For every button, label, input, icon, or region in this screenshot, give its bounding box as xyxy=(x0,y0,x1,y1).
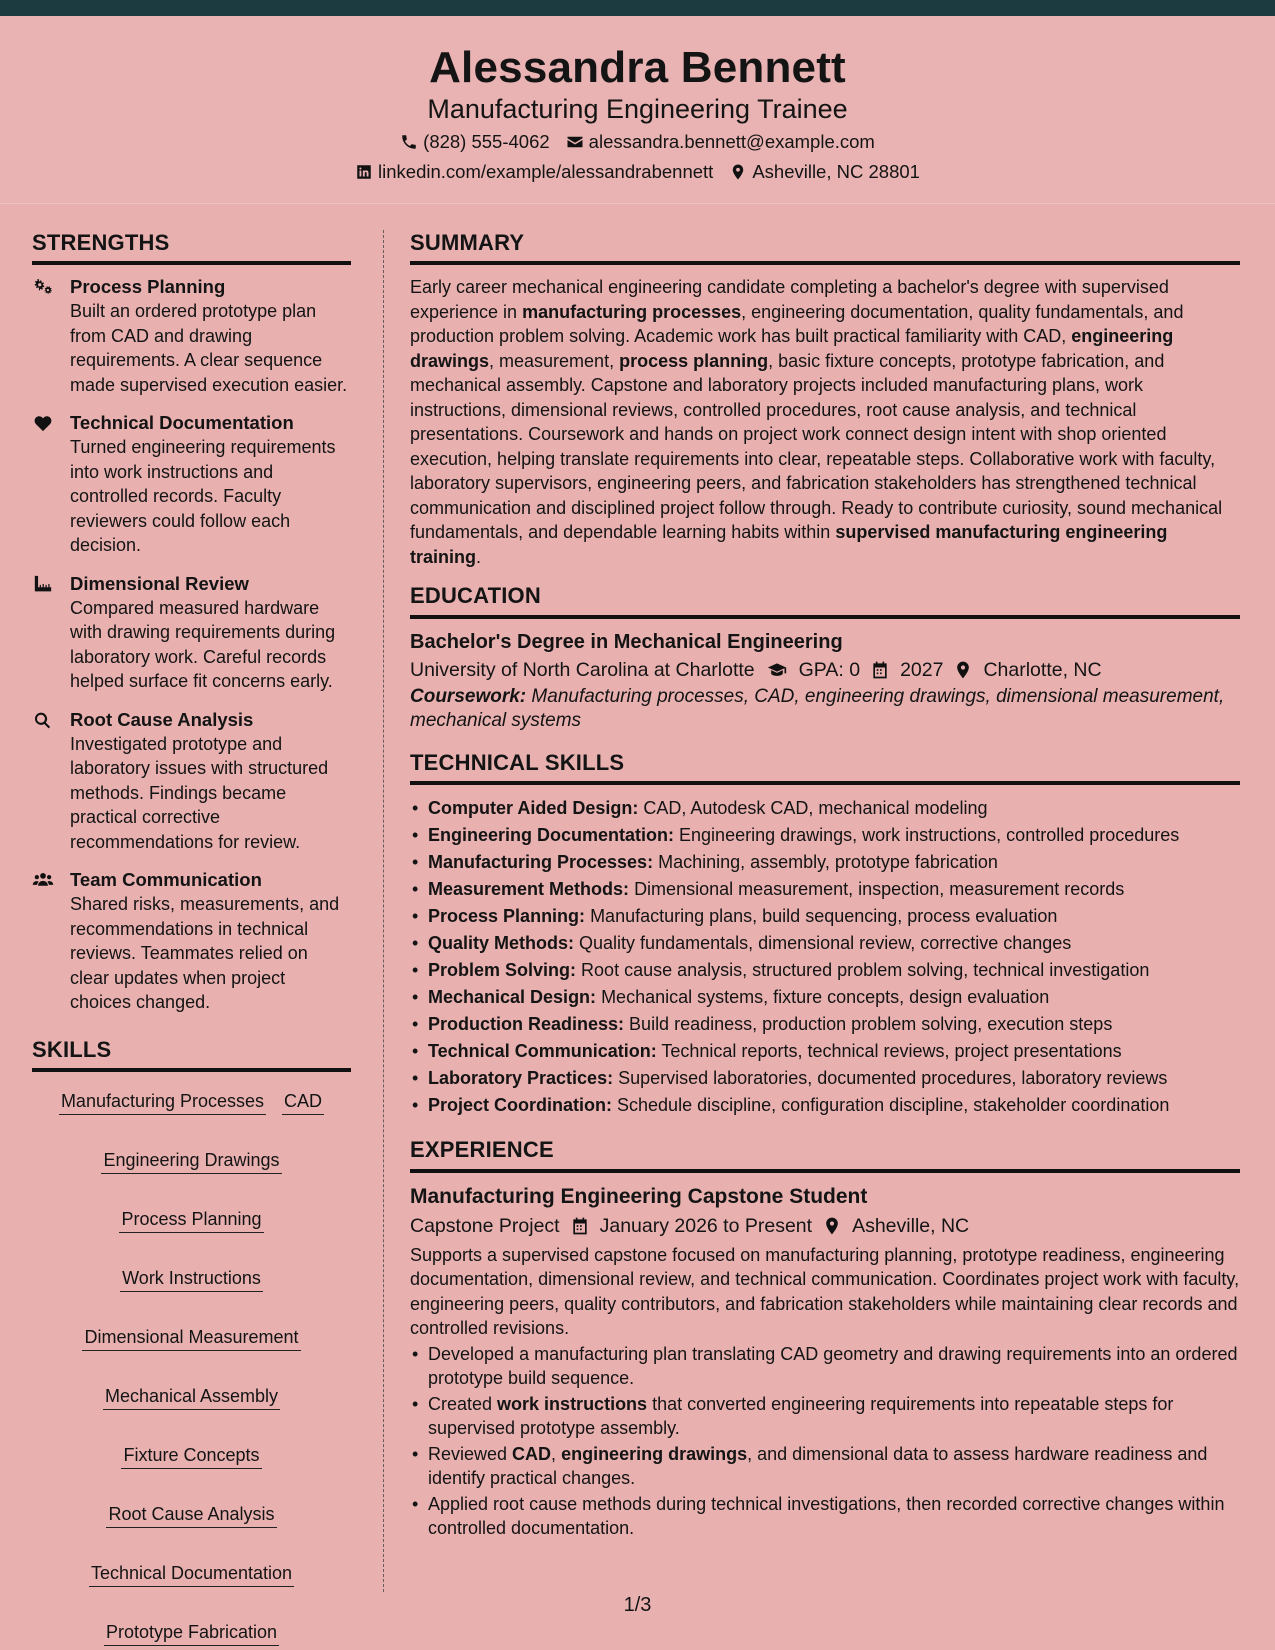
tech-skill-item: • Process Planning: Manufacturing plans, build sequencing, process evaluation xyxy=(410,903,1240,930)
skill-chip: Dimensional Measurement xyxy=(82,1324,300,1351)
job-location: Asheville, NC xyxy=(852,1214,970,1237)
job-title: Manufacturing Engineering Capstone Student xyxy=(410,1184,868,1208)
contact-linkedin[interactable] xyxy=(355,157,713,187)
technical-skills-list xyxy=(410,795,1240,1119)
linkedin-text: linkedin.com/example/alessandrabennett xyxy=(378,161,714,183)
job-description: Supports a supervised capstone focused on manufacturing planning, prototype readiness, engineering documentation, dimensional review, and technical communication. Coordinates project work with faculty, engineering peers, quality contributors, and fabrication stakeholders while maintaining clear records and controlled revisions. xyxy=(410,1244,1240,1339)
job-bullet: • Developed a manufacturing plan translating CAD geometry and drawing requirements into an ordered prototype build sequence. xyxy=(410,1342,1240,1391)
education-location: Charlotte, NC xyxy=(983,658,1102,681)
tech-skill-item: • Problem Solving: Root cause analysis, structured problem solving, technical investigation xyxy=(410,957,1240,984)
envelope-icon xyxy=(566,133,584,151)
phone-icon xyxy=(400,133,418,151)
summary-heading: SUMMARY xyxy=(410,230,1240,265)
education-year: 2027 xyxy=(900,658,944,681)
skill-chip: Technical Documentation xyxy=(89,1560,294,1587)
strength-title: Root Cause Analysis xyxy=(70,708,254,730)
strength-item xyxy=(32,708,351,855)
skill-chip: Root Cause Analysis xyxy=(106,1501,276,1528)
column-divider xyxy=(383,230,384,1592)
map-pin-icon xyxy=(953,660,973,680)
skills-heading: SKILLS xyxy=(32,1037,351,1072)
calendar-icon xyxy=(570,1216,590,1236)
map-pin-icon xyxy=(729,163,747,181)
strength-title: Process Planning xyxy=(70,276,226,298)
resume-header xyxy=(0,16,1275,204)
strength-item xyxy=(32,275,351,397)
candidate-name: Alessandra Bennett xyxy=(429,43,846,92)
job-org: Capstone Project xyxy=(410,1214,560,1237)
tech-skill-item: • Production Readiness: Build readiness, production problem solving, execution steps xyxy=(410,1011,1240,1038)
skill-chip: Manufacturing Processes xyxy=(59,1088,266,1115)
right-column xyxy=(410,230,1240,1541)
contact-email[interactable] xyxy=(566,127,875,157)
job-bullet: • Reviewed CAD, engineering drawings, and dimensional data to assess hardware readiness and identify practical changes. xyxy=(410,1442,1240,1491)
users-icon xyxy=(32,871,54,889)
ruler-icon xyxy=(32,575,54,593)
tech-skill-item: • Manufacturing Processes: Machining, assembly, prototype fabrication xyxy=(410,849,1240,876)
summary-text: Early career mechanical engineering candidate completing a bachelor's degree with supervised experience in manufacturing processes, engineering documentation, quality fundamentals, and production problem solving. Academic work has built practical familiarity with CAD, engineering drawings, measurement, process planning, basic fixture concepts, prototype fabrication, and mechanical assembly. Capstone and laboratory projects included manufacturing plans, work instructions, dimensional reviews, controlled procedures, root cause analysis, and technical presentations. Coursework and hands on project work connect design intent with shop oriented execution, helping translate requirements into clear, repeatable steps. Collaborative work with faculty, laboratory supervisors, engineering peers, and fabrication stakeholders has strengthened technical communication and disciplined project follow through. Ready to contribute curiosity, sound mechanical fundamentals, and dependable learning habits within supervised manufacturing engineering training. xyxy=(410,277,1223,567)
strengths-heading: STRENGTHS xyxy=(32,230,351,265)
page-number: 1/3 xyxy=(623,1594,652,1616)
skills-list xyxy=(32,1082,351,1646)
job-bullets xyxy=(410,1342,1240,1541)
strength-desc: Compared measured hardware with drawing requirements during laboratory work. Careful records helped surface fit concerns early. xyxy=(70,597,336,692)
experience-heading: EXPERIENCE xyxy=(410,1137,1240,1172)
job-bullet: • Created work instructions that converted engineering requirements into repeatable steps for supervised prototype assembly. xyxy=(410,1392,1240,1441)
job-bullet: • Applied root cause methods during technical investigations, then recorded corrective changes within controlled documentation. xyxy=(410,1492,1240,1541)
tech-skill-item: • Laboratory Practices: Supervised laboratories, documented procedures, laboratory reviews xyxy=(410,1065,1240,1092)
strength-title: Team Communication xyxy=(70,869,262,891)
tech-skill-item: • Technical Communication: Technical reports, technical reviews, project presentations xyxy=(410,1038,1240,1065)
strength-desc: Built an ordered prototype plan from CAD and drawing requirements. A clear sequence made supervised execution easier. xyxy=(70,301,348,395)
tech-skill-item: • Engineering Documentation: Engineering drawings, work instructions, controlled procedures xyxy=(410,822,1240,849)
skill-chip: Prototype Fabrication xyxy=(104,1619,279,1646)
job-dates: January 2026 to Present xyxy=(599,1214,813,1237)
left-column xyxy=(32,230,351,1646)
gears-icon xyxy=(32,278,54,296)
tech-skill-item: • Project Coordination: Schedule discipline, configuration discipline, stakeholder coordination xyxy=(410,1092,1240,1119)
strength-desc: Turned engineering requirements into work instructions and controlled records. Faculty reviewers could follow each decision. xyxy=(70,437,336,556)
contact-phone[interactable] xyxy=(400,127,550,157)
skill-chip: Work Instructions xyxy=(120,1265,263,1292)
coursework-text: Manufacturing processes, CAD, engineering drawings, dimensional measurement, mechanical systems xyxy=(410,685,1225,732)
strength-item xyxy=(32,411,351,558)
phone-text: (828) 555-4062 xyxy=(423,131,550,153)
education-gpa: GPA: 0 xyxy=(798,658,861,681)
skill-chip: Mechanical Assembly xyxy=(103,1383,280,1410)
graduation-cap-icon xyxy=(765,660,789,680)
education-coursework xyxy=(410,685,1240,734)
contact-row-2 xyxy=(0,157,1275,187)
strength-item xyxy=(32,572,351,694)
top-accent-bar xyxy=(0,0,1275,16)
skill-chip: Process Planning xyxy=(119,1206,263,1233)
map-pin-icon xyxy=(822,1216,842,1236)
heart-icon xyxy=(32,414,54,432)
location-text: Asheville, NC 28801 xyxy=(752,161,920,183)
technical-skills-heading: TECHNICAL SKILLS xyxy=(410,750,1240,785)
strength-title: Technical Documentation xyxy=(70,412,294,434)
tech-skill-item: • Quality Methods: Quality fundamentals, dimensional review, corrective changes xyxy=(410,930,1240,957)
coursework-label: Coursework: xyxy=(410,685,527,707)
search-icon xyxy=(32,711,54,729)
strength-desc: Investigated prototype and laboratory issues with structured methods. Findings became practical corrective recommendations for review. xyxy=(70,733,329,852)
education-school: University of North Carolina at Charlotte xyxy=(410,658,755,681)
skill-chip: CAD xyxy=(282,1088,324,1115)
tech-skill-item: • Computer Aided Design: CAD, Autodesk CAD, mechanical modeling xyxy=(410,795,1240,822)
email-text: alessandra.bennett@example.com xyxy=(588,131,875,153)
strength-item xyxy=(32,868,351,1015)
candidate-title: Manufacturing Engineering Trainee xyxy=(427,94,848,125)
tech-skill-item: • Measurement Methods: Dimensional measurement, inspection, measurement records xyxy=(410,876,1240,903)
education-meta xyxy=(410,655,1240,685)
strength-title: Dimensional Review xyxy=(70,572,249,594)
education-degree: Bachelor's Degree in Mechanical Engineering xyxy=(410,630,843,653)
contact-row-1 xyxy=(0,127,1275,157)
education-heading: EDUCATION xyxy=(410,583,1240,618)
skill-chip: Fixture Concepts xyxy=(121,1442,261,1469)
contact-location xyxy=(729,157,920,187)
linkedin-icon xyxy=(355,163,373,181)
job-meta xyxy=(410,1211,1240,1241)
skill-chip: Engineering Drawings xyxy=(101,1147,281,1174)
calendar-icon xyxy=(870,660,890,680)
tech-skill-item: • Mechanical Design: Mechanical systems, fixture concepts, design evaluation xyxy=(410,984,1240,1011)
strength-desc: Shared risks, measurements, and recommendations in technical reviews. Teammates relied on clear updates when project choices changed. xyxy=(70,894,340,1013)
